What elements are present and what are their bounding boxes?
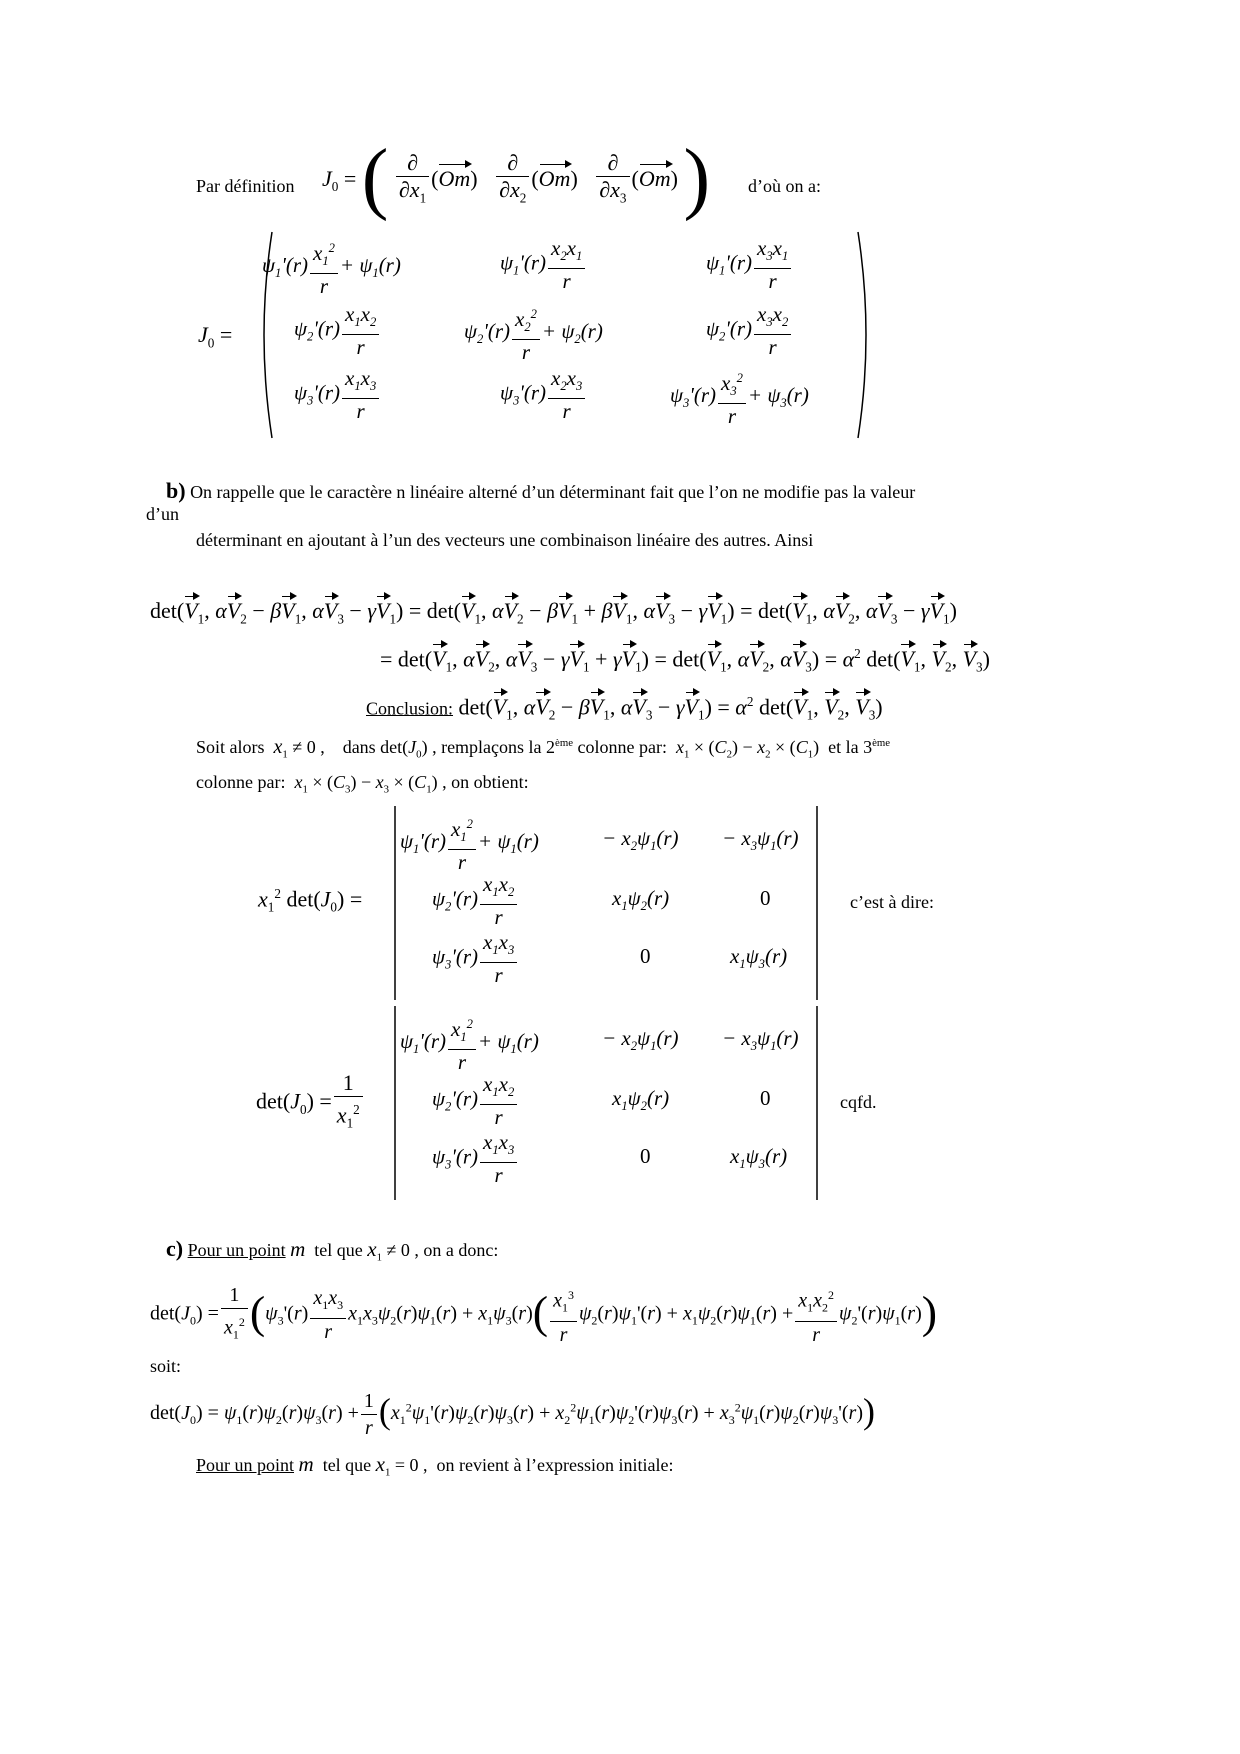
det2-cell-1-3: − $x_3\psi_1(r)$ — [722, 1026, 799, 1054]
det2-cell-2-3: 0 — [760, 1086, 771, 1110]
det2-cell-1-1: $\psi_1'(r)$ $\frac{x_1^2}{r}$ + $\psi_1(r)$ — [400, 1012, 539, 1074]
det1-cell-1-1: $\psi_1'(r)$ $\frac{x_1^2}{r}$ + $\psi_1(r)$ — [400, 812, 539, 874]
cest-a-dire: c’est à dire: — [850, 892, 934, 912]
det2-cell-2-2: $x_1\psi_2(r)$ — [612, 1086, 670, 1114]
det2-cell-3-3: $x_1\psi_3(r)$ — [730, 1144, 788, 1172]
j0-definition: $J_0$ = ( $\frac{\partial}{\partial x_1}$ (Om) $\frac{\partial}{\partial x_2}$ (Om) $\frac{\partial}{\partial x_3}$ (Om) ) — [322, 133, 711, 222]
part-b-line1-wrap: d’un — [146, 504, 179, 524]
part-a-intro: Par définition — [196, 176, 295, 196]
part-a-after: d’où on a: — [748, 176, 821, 196]
matrix-label: $J_0$ = — [198, 322, 233, 351]
det2-label: $\det(J_0)$ = $\frac{1}{x_1^2}$ — [256, 1070, 365, 1137]
det1-left-bar — [394, 806, 398, 1000]
part-b-line1 — [166, 478, 915, 504]
det1-cell-1-3: − $x_3\psi_1(r)$ — [722, 826, 799, 854]
conclusion-label: Conclusion: — [366, 698, 454, 719]
det-equation-2: = $\det(V_1$, $\alpha V_2$, $\alpha V_3 - \gamma V_1 + \gamma V_1) = \det(V_1$, $\alpha V_2$, $\alpha V_3) = \alpha^2$ $\det(V_1$, $V_2$, $V_3$) — [380, 646, 990, 675]
det1-cell-2-1: $\psi_2'(r)$ $\frac{x_1x_2}{r}$ — [432, 872, 519, 929]
det2-cell-3-2: 0 — [640, 1144, 651, 1168]
det1-right-bar — [816, 806, 820, 1000]
det2-right-bar — [816, 1006, 820, 1200]
part-c-equation-1: $\det(J_0)$ = $\frac{1}{x_1^2}$ ($\psi_3'(r)$ $\frac{x_1x_3}{r}$ $x_1x_3\psi_2(r)\psi_1(r) + x_1\psi_3(r)$( $\frac{x_1^3}{r}$ $\psi_2(r)\psi_1'(r) + x_1\psi_2(r)\psi_1(r)$ + $\frac{x_1x_2^2}{r}$ $\psi_2'(r)\psi_1(r)$) — [150, 1284, 938, 1346]
det1-cell-3-3: $x_1\psi_3(r)$ — [730, 944, 788, 972]
det2-cell-3-1: $\psi_3'(r)$ $\frac{x_1x_3}{r}$ — [432, 1130, 519, 1187]
matrix-cell-2-1: $\psi_2'(r)$ $\frac{x_1x_2}{r}$ — [294, 302, 381, 359]
soit-label: soit: — [150, 1356, 182, 1376]
part-c-label: c) — [166, 1236, 184, 1261]
part-b-label: b) — [166, 478, 186, 503]
matrix-cell-2-2: $\psi_2'(r)$ $\frac{x_2^2}{r}$ + $\psi_2(r)$ — [464, 302, 603, 364]
matrix-cell-2-3: $\psi_2'(r)$ $\frac{x_3x_2}{r}$ — [706, 302, 793, 359]
det1-label: $x_1^2$ $\det(J_0)$ = — [258, 886, 363, 915]
matrix-cell-1-1: $\psi_1'(r)$ $\frac{x_1^2}{r}$ + $\psi_1(r)$ — [262, 236, 401, 298]
det2-left-bar — [394, 1006, 398, 1200]
matrix-right-paren — [856, 230, 876, 440]
det1-cell-1-2: − $x_2\psi_1(r)$ — [602, 826, 679, 854]
part-c-last-line: Pour un point m tel que $x_1 = 0$ , on revient à l’expression initiale: — [196, 1452, 674, 1479]
matrix-cell-3-1: $\psi_3'(r)$ $\frac{x_1x_3}{r}$ — [294, 366, 381, 423]
soit-line-1: Soit alors $x_1 \ne 0$ , dans $\det(J_0)$ , remplaçons la 2ème colonne par: $x_1 \times (C_2) - x_2 \times (C_1)$ et la 3ème — [196, 736, 891, 761]
det1-cell-2-3: 0 — [760, 886, 771, 910]
det1-cell-3-1: $\psi_3'(r)$ $\frac{x_1x_3}{r}$ — [432, 930, 519, 987]
conclusion-line: Conclusion: $\det(V_1$, $\alpha V_2 - \beta V_1$, $\alpha V_3 - \gamma V_1) = \alpha^2$ $\det(V_1$, $V_2$, $V_3$) — [366, 694, 883, 723]
det-equation-1: $\det(V_1$, $\alpha V_2 - \beta V_1$, $\alpha V_3 - \gamma V_1) = \det(V_1$, $\alpha V_2 - \beta V_1 + \beta V_1$, $\alpha V_3 - \gamma V_1) = \det(V_1$, $\alpha V_2$, $\alpha V_3 - \gamma V_1$) — [150, 598, 957, 627]
part-b-text1: On rappelle que le caractère n linéaire alterné d’un déterminant fait que l’on ne modifie pas la valeur — [190, 482, 916, 502]
matrix-cell-3-3: $\psi_3'(r)$ $\frac{x_3^2}{r}$ + $\psi_3(r)$ — [670, 366, 809, 428]
part-c-line1: c) Pour un point m tel que $x_1 \ne 0$ , on a donc: — [166, 1236, 499, 1264]
matrix-cell-1-2: $\psi_1'(r)$ $\frac{x_2x_1}{r}$ — [500, 236, 587, 293]
part-b-line2: déterminant en ajoutant à l’un des vecteurs une combinaison linéaire des autres. Ainsi — [196, 530, 814, 550]
matrix-cell-1-3: $\psi_1'(r)$ $\frac{x_3x_1}{r}$ — [706, 236, 793, 293]
part-c-equation-2: $\det(J_0) = \psi_1(r)\psi_2(r)\psi_3(r)$ + $\frac{1}{r}$ $(x_1^2\psi_1'(r)\psi_2(r)\psi_3(r) + x_2^2\psi_1(r)\psi_2'(r)\psi_3(r) + x_3^2\psi_1(r)\psi_2(r)\psi_3'(r))$ — [150, 1390, 875, 1439]
det1-cell-3-2: 0 — [640, 944, 651, 968]
cqfd: cqfd. — [840, 1092, 877, 1112]
det2-cell-2-1: $\psi_2'(r)$ $\frac{x_1x_2}{r}$ — [432, 1072, 519, 1129]
soit-line-2: colonne par: $x_1 \times (C_3) - x_3 \times (C_1)$ , on obtient: — [196, 772, 529, 796]
det2-cell-1-2: − $x_2\psi_1(r)$ — [602, 1026, 679, 1054]
matrix-cell-3-2: $\psi_3'(r)$ $\frac{x_2x_3}{r}$ — [500, 366, 587, 423]
det1-cell-2-2: $x_1\psi_2(r)$ — [612, 886, 670, 914]
